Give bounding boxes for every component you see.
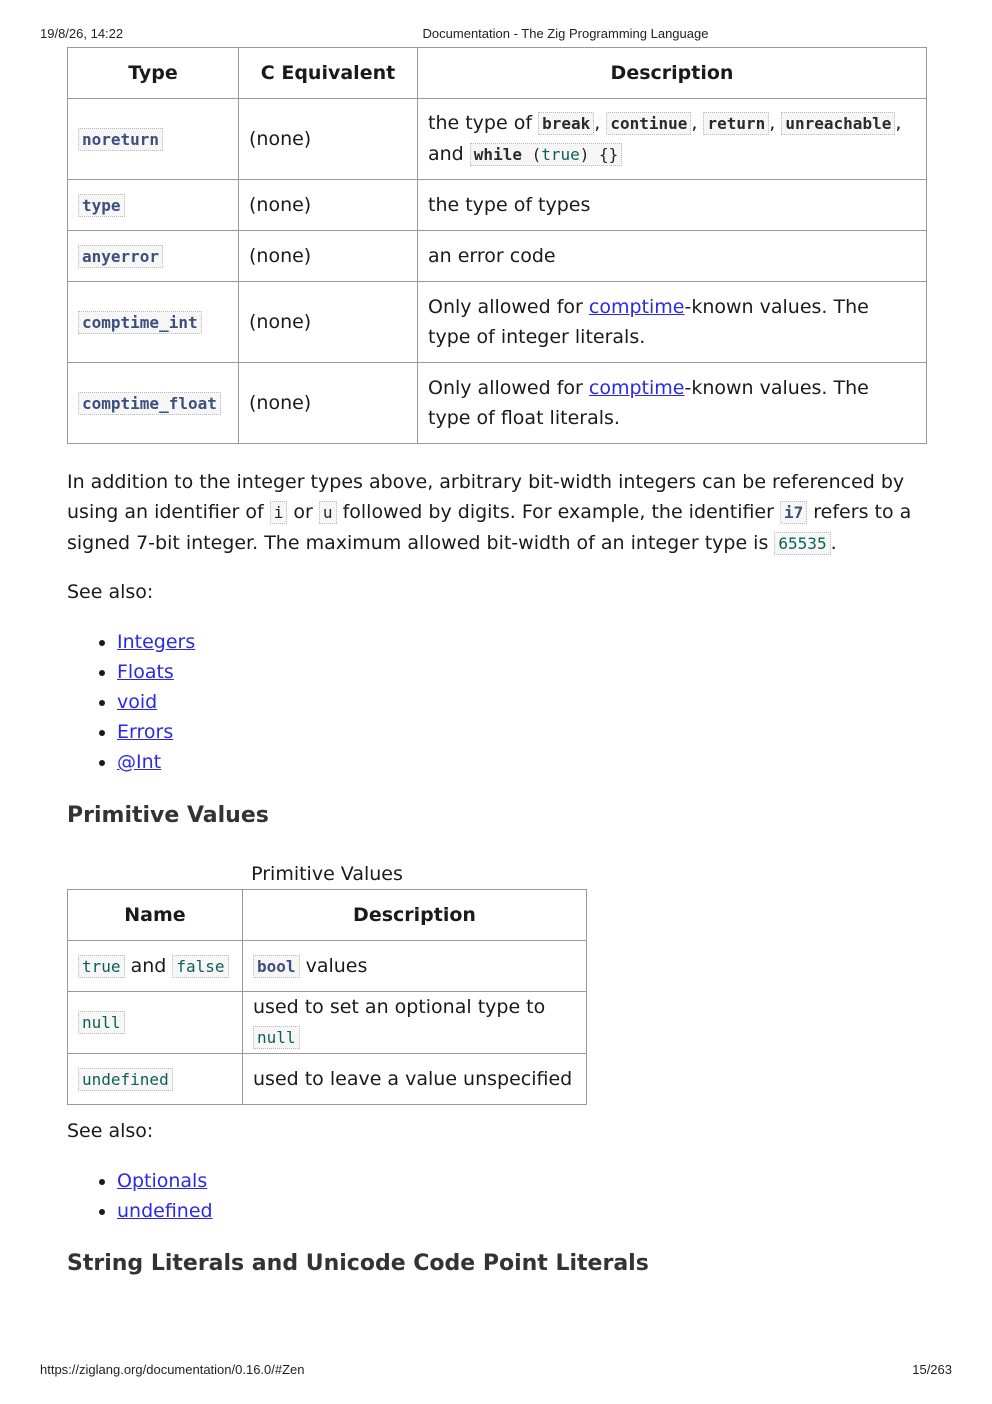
separator: ,: [769, 112, 776, 134]
column-header-description: Description: [418, 48, 927, 99]
separator: ,: [691, 112, 698, 134]
literal-undefined: undefined: [78, 1068, 173, 1091]
column-header-c-equivalent: C Equivalent: [239, 48, 418, 99]
table-header-row: [68, 48, 927, 99]
keyword-break: break: [538, 112, 594, 135]
list-item: [117, 1166, 213, 1196]
types-table: [67, 47, 927, 444]
identifier-u: u: [319, 501, 337, 524]
link-void[interactable]: void: [117, 691, 158, 713]
link-int-builtin[interactable]: @Int: [117, 751, 162, 773]
print-datetime: 19/8/26, 14:22: [40, 26, 124, 41]
primitive-values-table-container: [67, 889, 587, 1105]
see-also-label: See also:: [67, 1120, 154, 1142]
desc-text: the type of: [428, 112, 539, 134]
type-cell: [68, 231, 239, 282]
comptime-link[interactable]: comptime: [588, 377, 685, 399]
description-cell: [243, 992, 587, 1054]
table-row: [68, 1054, 587, 1105]
keyword-unreachable: unreachable: [781, 112, 895, 135]
comptime-link[interactable]: comptime: [588, 296, 685, 318]
literal-true: true: [541, 145, 580, 164]
type-name: noreturn: [78, 128, 163, 151]
link-errors[interactable]: Errors: [117, 721, 174, 743]
para-text: followed by digits. For example, the identifier: [336, 501, 780, 523]
para-text: or: [287, 501, 319, 523]
description-cell: an error code: [418, 231, 927, 282]
keyword-while: while: [473, 145, 522, 164]
list-item: [117, 717, 195, 747]
link-floats[interactable]: Floats: [117, 661, 174, 683]
c-equivalent-cell: (none): [239, 231, 418, 282]
para-text: .: [830, 532, 837, 554]
list-item: [117, 747, 195, 777]
table-row: [68, 282, 927, 363]
c-equivalent-cell: (none): [239, 282, 418, 363]
type-cell: [68, 363, 239, 444]
table-row: [68, 941, 587, 992]
literal-null: null: [253, 1026, 300, 1049]
identifier-i: i: [270, 501, 288, 524]
link-integers[interactable]: Integers: [117, 631, 196, 653]
see-also-list: [67, 1166, 213, 1226]
description-cell: used to leave a value unspecified: [243, 1054, 587, 1105]
table-caption: Primitive Values: [251, 863, 403, 885]
description-cell: [418, 363, 927, 444]
name-text: and: [130, 954, 167, 977]
table-header-row: [68, 890, 587, 941]
desc-text: used to set an optional type to: [253, 996, 546, 1018]
column-header-name: Name: [68, 890, 243, 941]
separator: ,: [895, 112, 902, 134]
c-equivalent-cell: (none): [239, 99, 418, 180]
column-header-description: Description: [243, 890, 587, 941]
list-item: [117, 1196, 213, 1226]
string-literals-heading: String Literals and Unicode Code Point Literals: [67, 1251, 649, 1276]
integer-types-paragraph: [67, 467, 927, 559]
table-row: [68, 99, 927, 180]
literal-false: false: [172, 955, 228, 978]
description-cell: the type of types: [418, 180, 927, 231]
desc-text: -known values. The type of integer literals.: [428, 296, 869, 348]
print-page-number: 15/263: [912, 1362, 952, 1377]
type-cell: [68, 180, 239, 231]
code-punct: ) {}: [579, 145, 619, 164]
code-punct: (: [521, 145, 542, 164]
while-true-snippet: [470, 143, 623, 166]
type-name: comptime_int: [78, 311, 202, 334]
table-row: [68, 180, 927, 231]
types-table-container: [67, 47, 927, 444]
primitive-values-heading: Primitive Values: [67, 803, 269, 828]
description-cell: [418, 282, 927, 363]
list-item: [117, 687, 195, 717]
keyword-continue: continue: [606, 112, 691, 135]
identifier-i7: i7: [780, 501, 807, 524]
desc-text: values: [305, 954, 368, 977]
desc-text: Only allowed for: [428, 296, 589, 318]
literal-true: true: [78, 955, 125, 978]
c-equivalent-cell: (none): [239, 180, 418, 231]
type-name: comptime_float: [78, 392, 221, 415]
desc-text: -known values. The type of float literals.: [428, 377, 869, 429]
primitive-values-table: [67, 889, 587, 1105]
type-name: anyerror: [78, 245, 163, 268]
table-row: [68, 992, 587, 1054]
keyword-return: return: [703, 112, 769, 135]
list-item: [117, 657, 195, 687]
column-header-type: Type: [68, 48, 239, 99]
desc-text: Only allowed for: [428, 377, 589, 399]
desc-text: and: [428, 143, 470, 165]
para-text: In addition to the integer types above, arbitrary bit-width integers can be referenced by using an identifier of: [67, 471, 905, 523]
name-cell: [68, 941, 243, 992]
max-bit-width: 65535: [774, 532, 830, 555]
type-cell: [68, 282, 239, 363]
print-page-title: Documentation - The Zig Programming Language: [422, 26, 709, 41]
c-equivalent-cell: (none): [239, 363, 418, 444]
description-cell: [243, 941, 587, 992]
link-optionals[interactable]: Optionals: [117, 1170, 208, 1192]
para-text: refers to a signed 7-bit integer. The maximum allowed bit-width of an integer type is: [67, 501, 912, 554]
name-cell: [68, 992, 243, 1054]
type-cell: [68, 99, 239, 180]
table-row: [68, 231, 927, 282]
name-cell: [68, 1054, 243, 1105]
separator: ,: [594, 112, 601, 134]
list-item: [117, 627, 195, 657]
see-also-label: See also:: [67, 581, 154, 603]
table-row: [68, 363, 927, 444]
literal-null: null: [78, 1011, 125, 1034]
type-name: type: [78, 194, 125, 217]
type-bool: bool: [253, 955, 300, 978]
description-cell: [418, 99, 927, 180]
see-also-list: [67, 627, 195, 777]
link-undefined[interactable]: undefined: [117, 1200, 213, 1222]
print-url: https://ziglang.org/documentation/0.16.0/#Zen: [40, 1362, 305, 1377]
